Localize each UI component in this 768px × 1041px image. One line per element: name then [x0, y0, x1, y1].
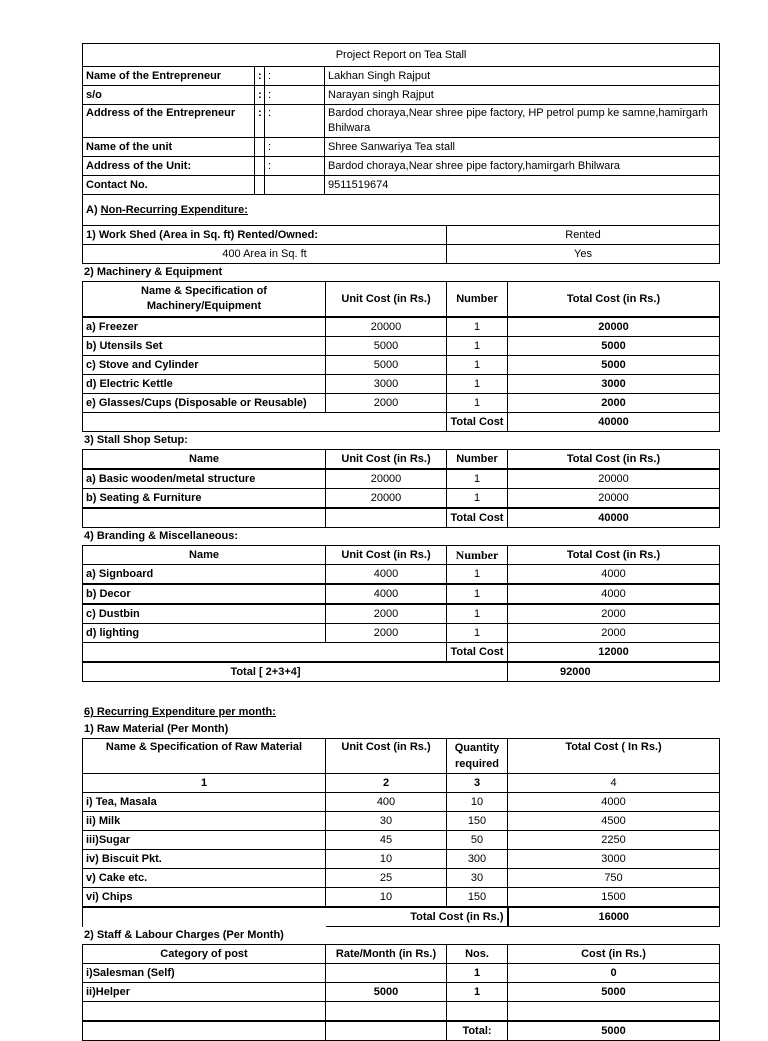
branding-section-title: 4) Branding & Miscellaneous:	[84, 530, 239, 542]
detail-colon: :	[265, 67, 325, 86]
item-name: vi) Chips	[83, 888, 326, 908]
column-number: 2	[326, 774, 447, 793]
table-row	[83, 565, 720, 585]
workshed-answer: Yes	[447, 245, 720, 264]
total-cost: 4000	[508, 565, 720, 585]
raw-material-title: 1) Raw Material (Per Month)	[84, 723, 229, 735]
total-label: Total Cost	[447, 508, 508, 528]
cost: 5000	[508, 983, 720, 1002]
total-row	[83, 643, 720, 663]
column-number: 1	[83, 774, 326, 793]
recurring-section-title	[82, 704, 719, 721]
item-name: d) Electric Kettle	[83, 375, 326, 394]
count: 1	[447, 964, 508, 983]
unit-cost: 5000	[326, 337, 447, 356]
quantity: 1	[447, 375, 508, 394]
item-name: c) Stove and Cylinder	[83, 356, 326, 375]
branding-table	[82, 545, 720, 682]
detail-colon	[255, 157, 265, 176]
detail-colon: :	[265, 138, 325, 157]
table-row	[83, 394, 720, 413]
workshed-table	[82, 226, 720, 264]
rate: 5000	[326, 983, 447, 1002]
item-name: iii)Sugar	[83, 831, 326, 850]
item-name: c) Dustbin	[83, 604, 326, 624]
quantity: 30	[447, 869, 508, 888]
table-row	[83, 337, 720, 356]
table-row	[83, 489, 720, 509]
total-value: 40000	[508, 508, 720, 528]
total-cost: 4500	[508, 812, 720, 831]
quantity: 1	[447, 584, 508, 604]
table-row	[83, 375, 720, 394]
quantity: 150	[447, 888, 508, 908]
unit-cost: 20000	[326, 317, 447, 337]
unit-cost: 2000	[326, 394, 447, 413]
column-header: Unit Cost (in Rs.)	[326, 546, 447, 565]
quantity: 1	[447, 317, 508, 337]
quantity: 50	[447, 831, 508, 850]
total-cost: 4000	[508, 584, 720, 604]
raw-material-table	[82, 738, 720, 927]
total-cost: 750	[508, 869, 720, 888]
item-name: b) Utensils Set	[83, 337, 326, 356]
total-cost: 3000	[508, 375, 720, 394]
detail-label: Address of the Unit:	[83, 157, 255, 176]
detail-colon	[255, 138, 265, 157]
column-header: Total Cost ( In Rs.)	[508, 739, 720, 774]
table-row	[83, 964, 720, 983]
total-value: 12000	[508, 643, 720, 663]
item-name: iv) Biscuit Pkt.	[83, 850, 326, 869]
detail-value: Lakhan Singh Rajput	[325, 67, 720, 86]
detail-row	[83, 86, 720, 105]
item-name: d) lighting	[83, 624, 326, 643]
column-number-row	[83, 774, 720, 793]
quantity: 1	[447, 469, 508, 489]
total-cost: 20000	[508, 489, 720, 509]
grand-total-row	[83, 662, 720, 682]
total-cost: 2250	[508, 831, 720, 850]
detail-colon: :	[265, 86, 325, 105]
table-row	[83, 604, 720, 624]
unit-cost: 10	[326, 850, 447, 869]
table-row	[83, 850, 720, 869]
detail-row	[83, 176, 720, 195]
item-name: b) Seating & Furniture	[83, 489, 326, 509]
quantity: 1	[447, 337, 508, 356]
nonrecurring-prefix: A)	[86, 203, 101, 216]
detail-label: s/o	[83, 86, 255, 105]
post-name: i)Salesman (Self)	[83, 964, 326, 983]
detail-colon	[255, 176, 265, 195]
column-header: Unit Cost (in Rs.)	[326, 739, 447, 774]
quantity: 1	[447, 489, 508, 509]
detail-value: Shree Sanwariya Tea stall	[325, 138, 720, 157]
grand-total-label-text: Total [ 2+3+4]	[230, 665, 301, 678]
entrepreneur-details-table	[82, 43, 720, 226]
total-label: Total:	[447, 1021, 508, 1041]
unit-cost: 2000	[326, 624, 447, 643]
detail-colon: :	[255, 86, 265, 105]
column-header: Number	[447, 546, 508, 565]
quantity: 10	[447, 793, 508, 812]
stall-table	[82, 449, 720, 528]
column-header: Name & Specification of Raw Material	[83, 739, 326, 774]
total-row	[83, 508, 720, 528]
item-name: v) Cake etc.	[83, 869, 326, 888]
item-name: b) Decor	[83, 584, 326, 604]
unit-cost: 5000	[326, 356, 447, 375]
total-cost: 20000	[508, 317, 720, 337]
table-row	[83, 812, 720, 831]
project-report-document	[82, 43, 719, 1041]
column-header: Name	[83, 546, 326, 565]
unit-cost: 2000	[326, 604, 447, 624]
table-row	[83, 831, 720, 850]
column-header: Number	[447, 282, 508, 318]
cost: 0	[508, 964, 720, 983]
grand-total-label	[83, 662, 508, 682]
unit-cost: 20000	[326, 489, 447, 509]
unit-cost: 30	[326, 812, 447, 831]
table-row	[83, 869, 720, 888]
column-header: Unit Cost (in Rs.)	[326, 282, 447, 318]
column-header: Name & Specification of Machinery/Equipment	[83, 282, 326, 318]
unit-cost: 3000	[326, 375, 447, 394]
detail-value: Narayan singh Rajput	[325, 86, 720, 105]
table-row	[83, 317, 720, 337]
grand-total-value: 92000	[508, 662, 720, 682]
quantity: 150	[447, 812, 508, 831]
quantity: 1	[447, 624, 508, 643]
quantity: 1	[447, 565, 508, 585]
item-name: a) Signboard	[83, 565, 326, 585]
detail-colon: :	[265, 157, 325, 176]
column-header: Name	[83, 450, 326, 470]
item-name: i) Tea, Masala	[83, 793, 326, 812]
unit-cost: 20000	[326, 469, 447, 489]
detail-colon	[265, 176, 325, 195]
total-label: Total Cost	[447, 413, 508, 432]
detail-row	[83, 105, 720, 138]
workshed-status: Rented	[447, 226, 720, 245]
unit-cost: 25	[326, 869, 447, 888]
column-header: Category of post	[83, 945, 326, 964]
workshed-area: 400 Area in Sq. ft	[83, 245, 447, 264]
item-name: a) Basic wooden/metal structure	[83, 469, 326, 489]
total-cost: 2000	[508, 624, 720, 643]
detail-label: Contact No.	[83, 176, 255, 195]
machinery-section-title: 2) Machinery & Equipment	[84, 266, 223, 278]
column-header: Cost (in Rs.)	[508, 945, 720, 964]
detail-colon: :	[255, 67, 265, 86]
total-value: 5000	[508, 1021, 720, 1041]
detail-colon: :	[265, 105, 325, 138]
total-cost: 4000	[508, 793, 720, 812]
detail-label: Name of the unit	[83, 138, 255, 157]
total-value: 40000	[508, 413, 720, 432]
item-name: a) Freezer	[83, 317, 326, 337]
column-header: Number	[447, 450, 508, 470]
item-name: ii) Milk	[83, 812, 326, 831]
total-cost: 1500	[508, 888, 720, 908]
detail-colon: :	[255, 105, 265, 138]
column-header: Total Cost (in Rs.)	[508, 546, 720, 565]
total-cost: 5000	[508, 337, 720, 356]
rate	[326, 964, 447, 983]
quantity: 1	[447, 356, 508, 375]
column-header: Quantity required	[447, 739, 508, 774]
table-row	[83, 793, 720, 812]
nonrecurring-title: Non-Recurring Expenditure:	[100, 203, 248, 216]
count: 1	[447, 983, 508, 1002]
table-row	[83, 624, 720, 643]
column-header: Nos.	[447, 945, 508, 964]
unit-cost: 10	[326, 888, 447, 908]
total-cost: 3000	[508, 850, 720, 869]
post-name: ii)Helper	[83, 983, 326, 1002]
total-row	[83, 907, 720, 927]
detail-value: Bardod choraya,Near shree pipe factory,hamirgarh Bhilwara	[325, 157, 720, 176]
total-label: Total Cost (in Rs.)	[326, 907, 508, 927]
machinery-table	[82, 281, 720, 432]
detail-value: 9511519674	[325, 176, 720, 195]
table-row	[83, 356, 720, 375]
detail-row	[83, 67, 720, 86]
unit-cost: 400	[326, 793, 447, 812]
workshed-label: 1) Work Shed (Area in Sq. ft) Rented/Owned:	[83, 226, 447, 245]
table-row	[83, 888, 720, 908]
column-header: Unit Cost (in Rs.)	[326, 450, 447, 470]
total-cost: 2000	[508, 394, 720, 413]
total-value: 16000	[508, 907, 720, 927]
unit-cost: 4000	[326, 584, 447, 604]
staff-section-title: 2) Staff & Labour Charges (Per Month)	[84, 929, 284, 941]
detail-row	[83, 138, 720, 157]
column-header: Total Cost (in Rs.)	[508, 450, 720, 470]
total-label: Total Cost	[447, 643, 508, 663]
item-name: e) Glasses/Cups (Disposable or Reusable)	[83, 394, 326, 413]
report-title: Project Report on Tea Stall	[83, 44, 720, 67]
detail-label: Address of the Entrepreneur	[83, 105, 255, 138]
total-row	[83, 413, 720, 432]
detail-row	[83, 157, 720, 176]
unit-cost: 45	[326, 831, 447, 850]
detail-label: Name of the Entrepreneur	[83, 67, 255, 86]
quantity: 1	[447, 604, 508, 624]
column-number: 3	[447, 774, 508, 793]
table-row	[83, 469, 720, 489]
column-number: 4	[508, 774, 720, 793]
column-header: Total Cost (in Rs.)	[508, 282, 720, 318]
nonrecurring-heading	[83, 195, 720, 226]
stall-section-title: 3) Stall Shop Setup:	[84, 434, 188, 446]
recurring-title-text: 6) Recurring Expenditure per month:	[84, 706, 276, 718]
staff-table	[82, 944, 720, 1041]
total-cost: 5000	[508, 356, 720, 375]
column-header: Rate/Month (in Rs.)	[326, 945, 447, 964]
quantity: 300	[447, 850, 508, 869]
total-cost: 20000	[508, 469, 720, 489]
empty-row	[83, 1002, 720, 1022]
unit-cost: 4000	[326, 565, 447, 585]
quantity: 1	[447, 394, 508, 413]
table-row	[83, 983, 720, 1002]
total-cost: 2000	[508, 604, 720, 624]
table-row	[83, 584, 720, 604]
detail-value: Bardod choraya,Near shree pipe factory, HP petrol pump ke samne,hamirgarh Bhilwara	[325, 105, 720, 138]
